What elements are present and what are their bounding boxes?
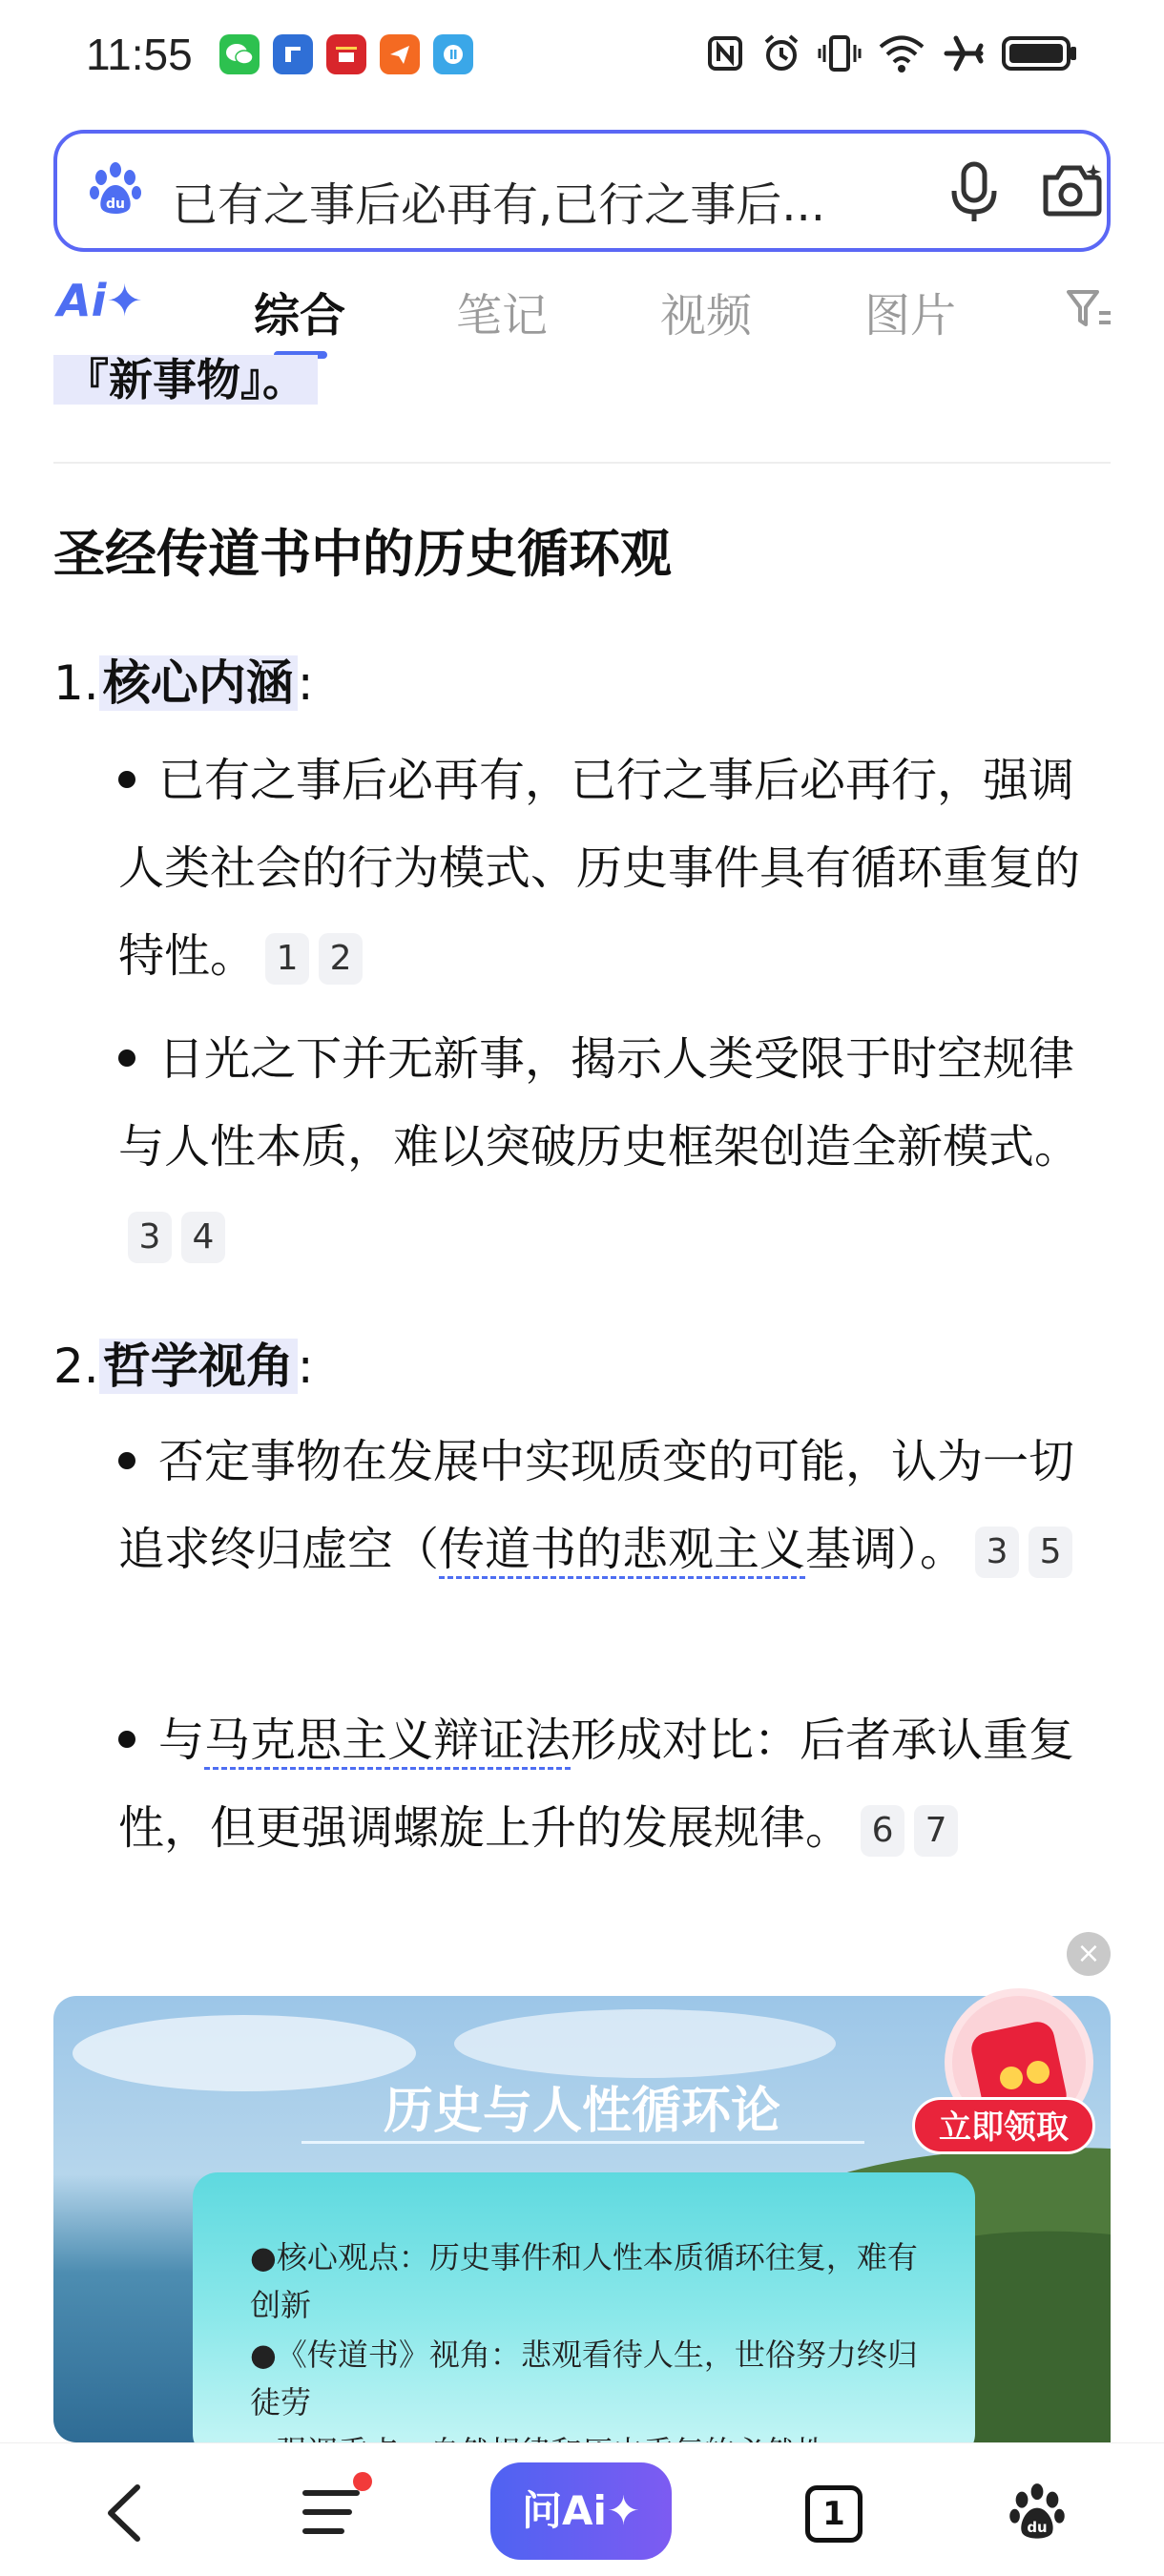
point-heading-2 [53,1328,314,1397]
status-bar [0,0,1164,114]
bullet-dot [118,1731,135,1748]
wifi-icon [878,34,925,73]
bullet-text: 否定事物在发展中实现质变的可能，认为一切追求终归虚空（ [118,1435,1075,1576]
card-panel [193,2172,975,2459]
list-item [118,1015,1118,1278]
reference-badge[interactable]: 1 [265,933,309,985]
point-colon: : [297,1339,314,1394]
list-item [118,737,1118,1000]
app-icon-blue [273,34,313,74]
menu-icon[interactable] [301,2485,361,2539]
notification-icons [219,34,473,74]
close-icon[interactable]: × [1067,1932,1111,1976]
section-title: 圣经传道书中的历史循环观 [53,524,672,584]
card-point: ●《传道书》视角：悲观看待人生，世俗努力终归徒劳 [250,2337,918,2420]
list-item [118,1696,1118,1872]
tab-comprehensive[interactable]: 综合 [254,289,346,343]
reference-badge[interactable]: 4 [181,1212,225,1263]
reference-badge[interactable]: 2 [319,933,363,985]
bullet-text: 与 [158,1714,205,1767]
point-colon: : [297,655,314,711]
nfc-icon [706,34,744,73]
point-heading-1 [53,645,314,714]
point-label: 哲学视角 [99,1339,298,1394]
bullet-dot [118,1452,135,1469]
battery-icon [1002,34,1078,73]
filter-icon[interactable] [1065,286,1112,332]
back-icon[interactable] [99,2482,153,2545]
baidu-paw-logo-icon [86,160,145,219]
ask-ai-button[interactable]: 问Ai✦ [490,2462,672,2560]
point-number: 1. [53,655,99,711]
reference-badge[interactable]: 3 [975,1527,1019,1578]
point-number: 2. [53,1339,99,1394]
tab-notes[interactable]: 笔记 [456,289,549,343]
tab-video[interactable]: 视频 [660,289,753,343]
bullet-text: 基调）。 [805,1523,967,1576]
list-item [118,1418,1118,1593]
search-bar[interactable] [53,130,1111,252]
camera-search-icon[interactable] [1040,160,1103,219]
topic-link[interactable]: 传道书的悲观主义 [439,1523,805,1579]
reference-badge[interactable]: 7 [914,1805,958,1857]
bullet-dot [118,771,135,788]
search-tabs [0,267,1164,353]
baidu-home-icon[interactable] [1006,2482,1069,2545]
system-icons [706,32,1078,74]
reference-badge[interactable]: 6 [861,1805,904,1857]
tab-ai[interactable]: Ai✦ [57,275,143,326]
svg-text:du: du [1027,2519,1048,2537]
bullet-text: 已有之事后必再有，已行之事后必再行，强调人类社会的行为模式、历史事件具有循环重复的特性。 [118,754,1081,983]
point-label: 核心内涵 [99,655,298,711]
vibrate-icon [819,33,861,73]
card-point: ●核心观点：历史事件和人性本质循环往复，难有创新 [250,2239,918,2323]
svg-text:du: du [106,197,125,212]
bullet-text: 形成对比：后者承认重复性，但更强调螺旋上升的发展规律。 [118,1714,1075,1855]
card-title: 历史与人性循环论 [383,2083,780,2140]
bullet-text: 日光之下并无新事，揭示人类受限于时空规律与人性本质，难以突破历史框架创造全新模式。 [118,1032,1081,1174]
reference-badge[interactable]: 5 [1029,1527,1072,1578]
wechat-icon [219,34,260,74]
app-icon-lightblue [433,34,473,74]
reference-badge[interactable]: 3 [128,1212,172,1263]
tab-images[interactable]: 图片 [864,289,957,343]
bottom-nav [0,2442,1164,2576]
app-icon-red [326,34,366,74]
notification-dot [353,2472,372,2491]
topic-link[interactable]: 马克思主义辩证法 [204,1714,571,1770]
bullet-dot [118,1049,135,1067]
tab-count-button[interactable]: 1 [805,2485,863,2543]
claim-now-button[interactable]: 立即领取 [912,2097,1095,2154]
paper-plane-app-icon [380,34,420,74]
status-time: 11:55 [86,30,193,79]
alarm-icon [761,33,801,73]
previous-answer-tail: 『新事物』。 [53,355,318,405]
divider [53,462,1111,464]
airplane-mode-icon [943,32,985,74]
card-title-underline [301,2141,864,2144]
microphone-icon[interactable] [945,158,1004,225]
search-query[interactable]: 已有之事后必再有,已行之事后... [172,178,826,232]
